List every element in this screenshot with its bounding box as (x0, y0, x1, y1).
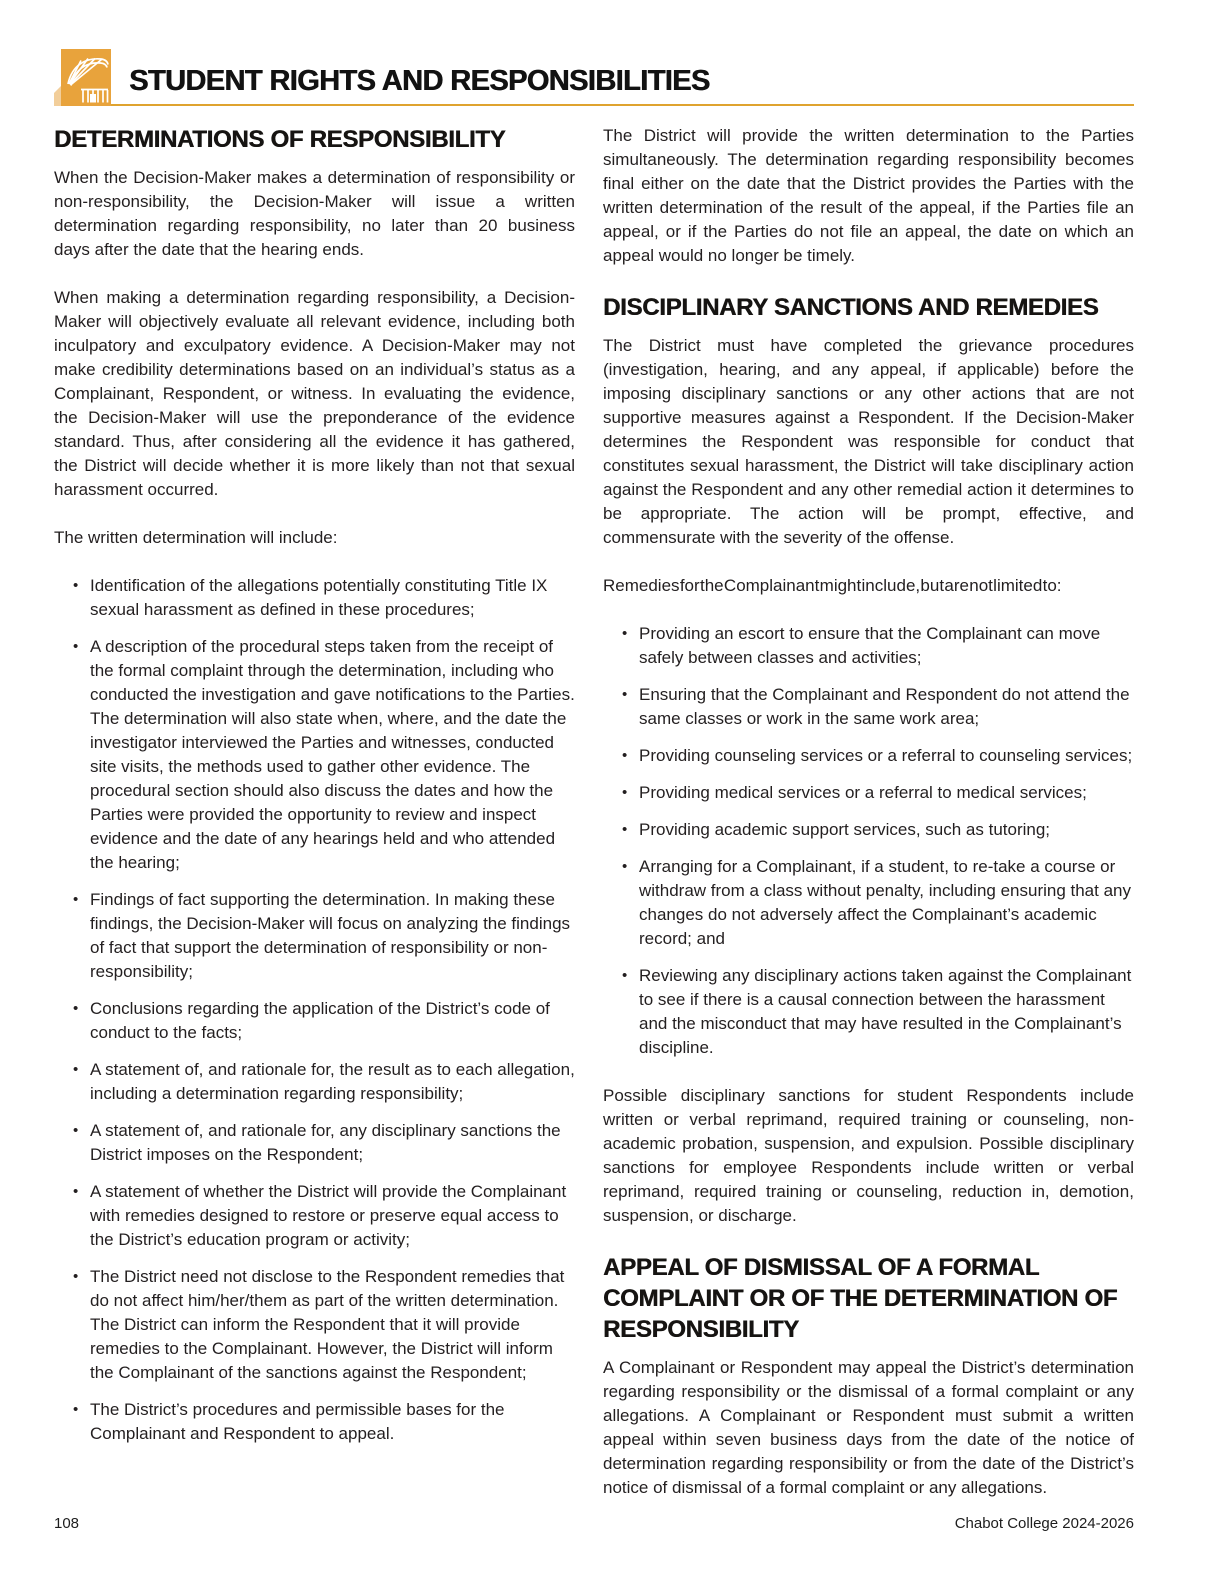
list-item: • Providing medical services or a referral to medical services; (603, 781, 1134, 805)
paragraph: A Complainant or Respondent may appeal the District’s determination regarding responsibility or the dismissal of a formal complaint or any allegations. A Complainant or Respondent must submit a written appeal within seven business days from the date of the notice of determination regarding responsibility or from the date of the District’s notice of dismissal of a formal complaint or any allegations. (603, 1358, 1134, 1497)
list-item: • Conclusions regarding the application of the District’s code of conduct to the facts; (54, 997, 575, 1045)
paragraph: The District must have completed the grievance procedures (investigation, hearing, and any appeal, if applicable) before the imposing disciplinary sanctions or any other actions that are not supportive measures against a Respondent. If the Decision-Maker determines the Respondent was responsible for conduct that constitutes sexual harassment, the District will take disciplinary action against the Respondent and any other remedial action it determines to be appropriate. The action will be prompt, effective, and commensurate with the severity of the offense. (603, 336, 1134, 547)
list-item: • The District’s procedures and permissible bases for the Complainant and Respondent to appeal. (54, 1398, 575, 1446)
list-item: • Providing counseling services or a referral to counseling services; (603, 744, 1134, 768)
list-item: • A description of the procedural steps taken from the receipt of the formal complaint through the determination, including who conducted the investigation and gave notifications to the Parties. The determination will also state when, where, and the date the investigator interviewed the Parties and witnesses, conducted site visits, the methods used to gather other evidence. The procedural section should also discuss the dates and how the Parties were provided the opportunity to review and inspect evidence and the date of any hearings held and who attended the hearing; (54, 635, 575, 875)
remedies-list (603, 622, 1134, 1060)
list-item: • The District need not disclose to the Respondent remedies that do not affect him/her/them as part of the written determination. The District can inform the Respondent that it will provide remedies to the Complainant. However, the District will inform the Complainant of the sanctions against the Respondent; (54, 1265, 575, 1385)
list-item: • Findings of fact supporting the determination. In making these findings, the Decision-Maker will focus on analyzing the findings of fact that support the determination of responsibility or non-responsibility; (54, 888, 575, 984)
determination-items-list (54, 574, 575, 1446)
list-item: • Reviewing any disciplinary actions taken against the Complainant to see if there is a causal connection between the harassment and the misconduct that may have resulted in the Complainant’s discipline. (603, 964, 1134, 1060)
list-item: • A statement of whether the District will provide the Complainant with remedies designed to restore or preserve equal access to the District’s education program or activity; (54, 1180, 575, 1252)
paragraph: When making a determination regarding responsibility, a Decision-Maker will objectively evaluate all relevant evidence, including both inculpatory and exculpatory evidence. A Decision-Maker may not make credibility determinations based on an individual’s status as a Complainant, Respondent, or witness. In evaluating the evidence, the Decision-Maker will use the preponderance of the evidence standard. Thus, after considering all the evidence it has gathered, the District will decide whether it is more likely than not that sexual harassment occurred. (54, 288, 575, 499)
edition-label: Chabot College 2024-2026 (954, 1515, 1134, 1532)
college-rotunda-logo-icon (54, 49, 111, 106)
page-number: 108 (54, 1515, 80, 1532)
paragraph: The District will provide the written determination to the Parties simultaneously. The determination regarding responsibility becomes final either on the date that the District provides the Parties with the written determination of the result of the appeal, if the Parties file an appeal, or if the Parties do not file an appeal, the date on which an appeal would no longer be timely. (603, 126, 1134, 265)
left-column (54, 124, 575, 1524)
section-heading-appeal: APPEAL OF DISMISSAL OF A FORMAL COMPLAINT OR OF THE DETERMINATION OF RESPONSIBILITY (603, 1254, 1118, 1343)
list-item: • Providing academic support services, such as tutoring; (603, 818, 1134, 842)
paragraph: When the Decision-Maker makes a determination of responsibility or non-responsibility, the Decision-Maker will issue a written determination regarding responsibility, no later than 20 business days after the date that the hearing ends. (54, 168, 575, 259)
list-item: • Identification of the allegations potentially constituting Title IX sexual harassment as defined in these procedures; (54, 574, 575, 622)
list-item: • A statement of, and rationale for, the result as to each allegation, including a determination regarding responsibility; (54, 1058, 575, 1106)
list-item: • A statement of, and rationale for, any disciplinary sanctions the District imposes on the Respondent; (54, 1119, 575, 1167)
section-heading-determinations: DETERMINATIONS OF RESPONSIBILITY (54, 126, 506, 153)
page-footer (54, 1515, 1134, 1532)
two-column-layout (54, 124, 1134, 1524)
section-heading-sanctions: DISCIPLINARY SANCTIONS AND REMEDIES (603, 294, 1099, 321)
list-item: • Arranging for a Complainant, if a student, to re-take a course or withdraw from a class without penalty, including ensuring that any changes do not adversely affect the Complainant’s academic record; and (603, 855, 1134, 951)
list-item: • Providing an escort to ensure that the Complainant can move safely between classes and activities; (603, 622, 1134, 670)
list-lead-in: Remedies for the Complainant might include, but are not limited to: (603, 576, 1062, 595)
paragraph: Possible disciplinary sanctions for student Respondents include written or verbal reprimand, required training or counseling, non-academic probation, suspension, and expulsion. Possible disciplinary sanctions for employee Respondents include written or verbal reprimand, required training or counseling, reduction in, demotion, suspension, or discharge. (603, 1086, 1134, 1225)
list-item: • Ensuring that the Complainant and Respondent do not attend the same classes or work in the same work area; (603, 683, 1134, 731)
page-header (54, 44, 1134, 106)
list-lead-in: The written determination will include: (54, 528, 338, 547)
page-title: STUDENT RIGHTS AND RESPONSIBILITIES (129, 65, 710, 97)
right-column (603, 124, 1134, 1524)
page-content (54, 44, 1134, 1514)
